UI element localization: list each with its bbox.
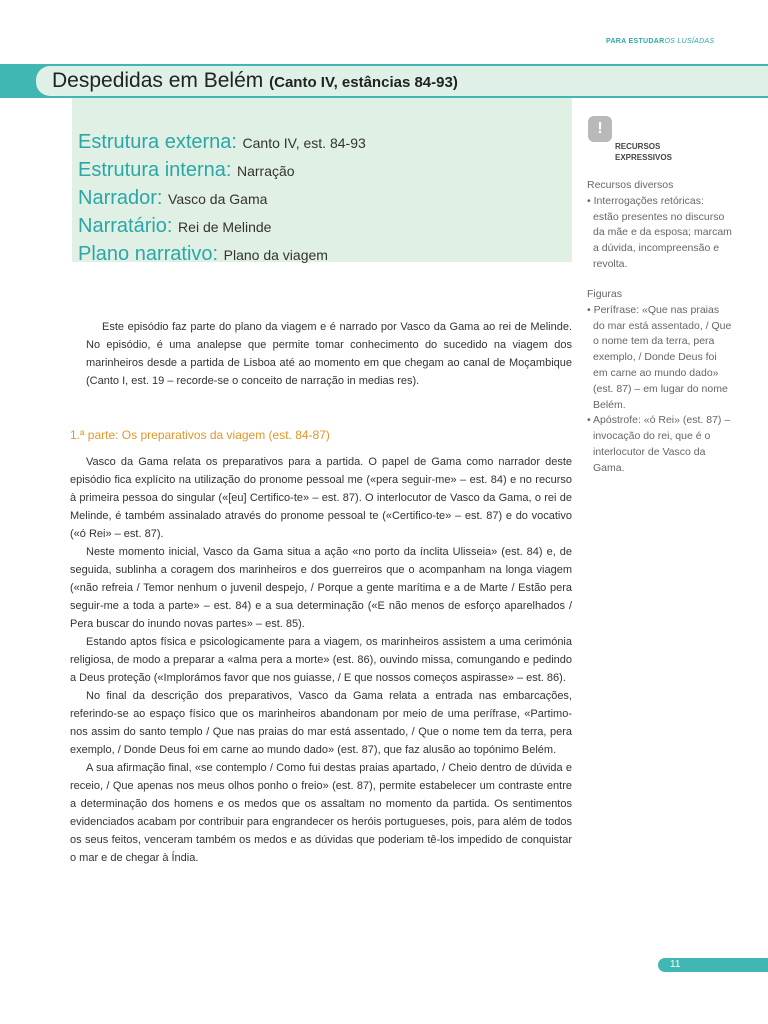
title-main: Despedidas em Belém <box>52 69 264 92</box>
sidebar-group-title: Recursos diversos <box>587 179 674 191</box>
structure-value: Rei de Melinde <box>178 219 272 235</box>
structure-plan <box>78 243 328 266</box>
structure-narratee <box>78 215 271 238</box>
structure-label: Estrutura externa: <box>78 131 237 153</box>
structure-internal <box>78 159 295 182</box>
structure-label: Narrador: <box>78 187 163 209</box>
sidebar-group-resources <box>587 178 732 273</box>
paragraph: Neste momento inicial, Vasco da Gama situa a ação «no porto da ínclita Ulisseia» (est. 84) e, de seguida, sublinha a coragem dos marinheiros e dos guerreiros que o acompanham na longa viagem («não refreia / Temor nenhum o juvenil despejo, / Porque a gente marítima e a de Marte / Estão pera seguir-me a toda a parte» – est. 84) e a sua determinação («E não menos de esforço aparelhados / Pera buscar do inundo novas partes» – est. 85). <box>70 546 572 630</box>
page-number: 11 <box>658 958 768 972</box>
header-caps: PARA ESTUDAR <box>606 38 665 45</box>
body-text <box>70 453 572 867</box>
structure-label: Estrutura interna: <box>78 159 232 181</box>
sidebar-title <box>615 141 672 163</box>
intro-paragraph <box>86 318 572 390</box>
paragraph: A sua afirmação final, «se contemplo / Como fui destas praias apartado, / Cheio dentro de dúvida e receio, / Que apenas nos meus olhos ponho o freio» (est. 87), permite estabelecer um contraste entre a determinação dos homens e os medos que os assaltam no momento da partida. Os sentimentos evidenciados acabam por contribuir para engrandecer os heróis portugueses, pois, para além de todos os seus feitos, venceram também os medos e as dúvidas que poderiam tê-los impedido de conquistar o mar e de chegar à Índia. <box>70 762 572 864</box>
paragraph: Este episódio faz parte do plano da viagem e é narrado por Vasco da Gama ao rei de Melinde. No episódio, é uma analepse que permite tomar conhecimento do sucedido na viagem dos marinheiros desde a partida de Lisboa até ao momento em que chegam ao canal de Moçambique (Canto I, est. 19 – recorde-se o conceito de narração in medias res). <box>86 321 572 387</box>
paragraph: Vasco da Gama relata os preparativos para a partida. O papel de Gama como narrador deste episódio fica explícito na utilização do pronome pessoal me («pera seguir-me» – est. 84) e no recurso à primeira pessoa do singular («[eu] Certifico-te» – est. 87). O interlocutor de Vasco da Gama, o rei de Melinde, é também assinalado através do pronome pessoal te («Certifico-te» – est. 87) e do vocativo («ó Rei» – est. 87). <box>70 456 572 540</box>
sidebar-group-figures <box>587 287 732 477</box>
structure-narrator <box>78 187 267 210</box>
page-title <box>52 66 458 98</box>
structure-label: Narratário: <box>78 215 173 237</box>
sidebar-item: • Interrogações retóricas: estão presentes no discurso da mãe e da esposa; marcam a dúvida, incompreensão e revolta. <box>587 194 732 270</box>
structure-value: Canto IV, est. 84-93 <box>242 135 366 151</box>
sidebar-item: • Perífrase: «Que nas praias do mar está assentado, / Que o nome tem da terra, pera exemplo, / Donde Deus foi em carne ao mundo dado» (est. 87) – em lugar do nome Belém. <box>587 303 732 411</box>
sidebar-group-title: Figuras <box>587 288 623 300</box>
structure-value: Narração <box>236 163 295 179</box>
sidebar-title-line: RECURSOS <box>615 142 661 151</box>
exclamation-icon: ! <box>588 116 612 142</box>
running-header <box>606 38 714 45</box>
structure-label: Plano narrativo: <box>78 243 219 265</box>
sidebar-title-line: EXPRESSIVOS <box>615 153 672 162</box>
header-italic: OS LUSÍADAS <box>664 38 715 45</box>
paragraph: No final da descrição dos preparativos, Vasco da Gama relata a entrada nas embarcações, referindo-se ao espaço físico que os marinheiros abandonam por meio de uma perífrase, «Partimo-nos assim do santo templo / Que nas praias do mar está assentado, / Que o nome tem da terra, pera exemplo, / Donde Deus foi em carne ao mundo dado» (est. 87), que faz alusão ao topónimo Belém. <box>70 690 572 756</box>
structure-value: Vasco da Gama <box>168 191 268 207</box>
paragraph: Estando aptos física e psicologicamente para a viagem, os marinheiros assistem a uma cerimónia religiosa, de modo a preparar a «alma pera a morte» (est. 86), ouvindo missa, comungando e pedindo a Deus proteção («Implorámos favor que nos guiasse, / E que nossos começos aspirasse» – est. 86). <box>70 636 572 684</box>
sidebar-item: • Apóstrofe: «ó Rei» (est. 87) – invocação do rei, que é o interlocutor de Vasco da Gama. <box>587 414 731 474</box>
structure-external <box>78 131 366 154</box>
section-heading: 1.ª parte: Os preparativos da viagem (est. 84-87) <box>70 428 330 442</box>
structure-value: Plano da viagem <box>223 247 328 263</box>
title-sub: (Canto IV, estâncias 84-93) <box>269 74 458 91</box>
